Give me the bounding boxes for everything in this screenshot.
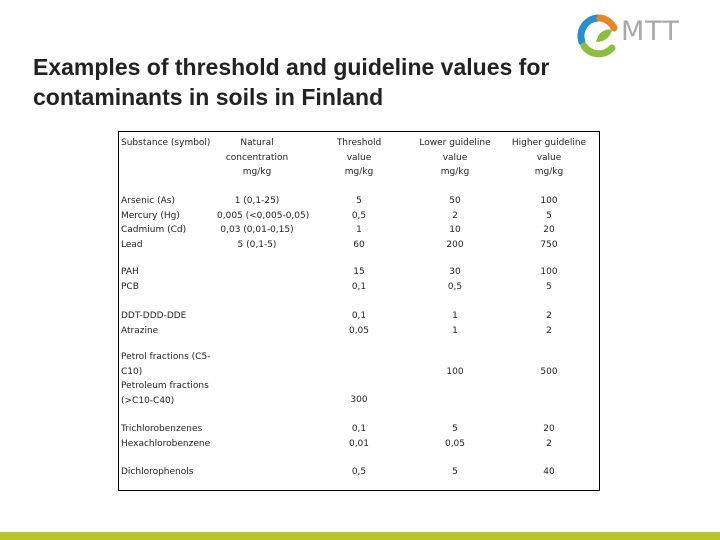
header-lower-guideline-cell [415,136,495,180]
group-2-higher-guideline-cell [509,265,589,294]
threshold-value-text: 0,5 [351,210,367,221]
group-2-lower-guideline-cell [415,265,495,294]
header-threshold-value-cell [319,136,399,180]
title-line-2: contaminants in soils in Finland [33,84,384,110]
natural-concentration-text: concentration [225,152,289,163]
group-1-natural-concentration-cell [217,194,310,252]
threshold-value-text: 15 [353,267,365,277]
higher-guideline-text: 100 [540,196,558,206]
lower-guideline-text: 1 [452,311,458,321]
lower-guideline-text: value [442,152,468,163]
group-5-lower-guideline-cell [415,422,495,451]
group-1-threshold-value-cell [319,194,399,252]
substance-text: Substance (symbol) [121,138,211,148]
substance-text: PAH [121,267,139,277]
substance-text: Hexachlorobenzene [121,438,211,449]
natural-concentration-text: 5 (0,1-5) [237,239,277,250]
substance-text: Petrol fractions (C5- [121,352,211,362]
group-3-lower-guideline-cell [415,309,495,338]
group-6-lower-guideline-cell [415,465,495,480]
substance-text: C10) [121,366,143,377]
slide-title [33,52,673,112]
higher-guideline-text: 5 [546,281,552,292]
lower-guideline-text: mg/kg [440,167,470,177]
natural-concentration-text: mg/kg [242,167,272,177]
natural-concentration-text: 0,03 (0,01-0,15) [220,225,294,235]
lower-guideline-text: 0,05 [444,438,466,449]
group-2-substance-cell [121,265,139,294]
group-1-substance-cell [121,194,186,252]
threshold-value-text: 0,5 [351,467,367,477]
higher-guideline-text: 100 [540,267,558,277]
lower-guideline-text: Lower guideline [419,138,491,148]
substance-text: Atrazine [121,325,159,336]
higher-guideline-text: mg/kg [534,167,564,177]
lower-guideline-text: 0,5 [447,281,463,292]
higher-guideline-text: 2 [546,311,552,321]
group-6-substance-cell [121,465,193,480]
lower-guideline-text: 5 [452,424,458,434]
substance-text: (>C10-C40) [121,395,175,406]
header-substance-cell [121,136,210,151]
substance-text: Cadmium (Cd) [121,225,187,235]
higher-guideline-text: Higher guideline [511,138,587,148]
higher-guideline-text: 20 [543,225,555,235]
higher-guideline-text: value [536,152,562,163]
higher-guideline-text: 40 [543,467,555,477]
lower-guideline-text: 2 [452,210,458,221]
higher-guideline-text: 2 [546,438,552,449]
substance-text: Lead [121,239,143,250]
substance-text: Petroleum fractions [121,381,209,391]
guideline-values-table [118,131,600,491]
group-5-substance-cell [121,422,210,451]
higher-guideline-text: 750 [540,239,558,250]
higher-guideline-text: 5 [546,210,552,221]
threshold-value-text: 0,1 [351,311,367,321]
threshold-value-text: 0,1 [351,281,367,292]
lower-guideline-text: 50 [449,196,461,206]
footer-bar [0,532,720,540]
header-higher-guideline-cell [509,136,589,180]
threshold-value-text: 5 [356,196,362,206]
substance-text: Trichlorobenzenes [121,424,203,434]
substance-text: DDT-DDD-DDE [121,311,187,321]
natural-concentration-text: 0,005 (<0,005-0,05) [217,210,310,221]
group-4-substance-cell [121,350,210,408]
substance-text: Dichlorophenols [121,467,194,477]
threshold-value-text: Threshold [336,138,382,148]
lower-guideline-text: 200 [446,239,464,250]
group-5-threshold-value-cell [319,422,399,451]
higher-guideline-text: 2 [546,325,552,336]
group-6-higher-guideline-cell [509,465,589,480]
higher-guideline-text: 500 [540,367,558,377]
group-3-threshold-value-cell [319,309,399,338]
group-5-higher-guideline-cell [509,422,589,451]
threshold-value-text: value [346,152,372,163]
threshold-value-text: 0,1 [351,424,367,434]
group-2-threshold-value-cell [319,265,399,294]
natural-concentration-text: 1 (0,1-25) [234,196,280,206]
group-6-threshold-value-cell [319,465,399,480]
substance-text: Arsenic (As) [121,196,175,206]
substance-text: PCB [121,281,139,292]
natural-concentration-text: Natural [240,138,274,148]
group-1-lower-guideline-cell [415,194,495,252]
lower-guideline-text: 100 [446,367,464,377]
group-4-lower-guideline-cell [415,365,495,380]
substance-text: Mercury (Hg) [121,210,180,221]
logo-text: MTT [621,16,680,47]
threshold-value-text: mg/kg [344,167,374,177]
title-line-1: Examples of threshold and guideline values for [33,54,550,80]
threshold-value-text: 300 [350,395,368,405]
threshold-value-text: 1 [356,225,362,235]
lower-guideline-text: 1 [452,325,458,336]
group-3-substance-cell [121,309,186,338]
higher-guideline-text: 20 [543,424,555,434]
group-4-threshold-value-cell [319,393,399,408]
lower-guideline-text: 5 [452,467,458,477]
header-natural-concentration-cell [217,136,297,180]
lower-guideline-text: 10 [449,225,461,235]
group-4-higher-guideline-cell [509,365,589,380]
threshold-value-text: 60 [353,239,365,250]
lower-guideline-text: 30 [449,267,461,277]
threshold-value-text: 0,05 [348,325,370,336]
group-1-higher-guideline-cell [509,194,589,252]
group-3-higher-guideline-cell [509,309,589,338]
threshold-value-text: 0,01 [348,438,370,449]
